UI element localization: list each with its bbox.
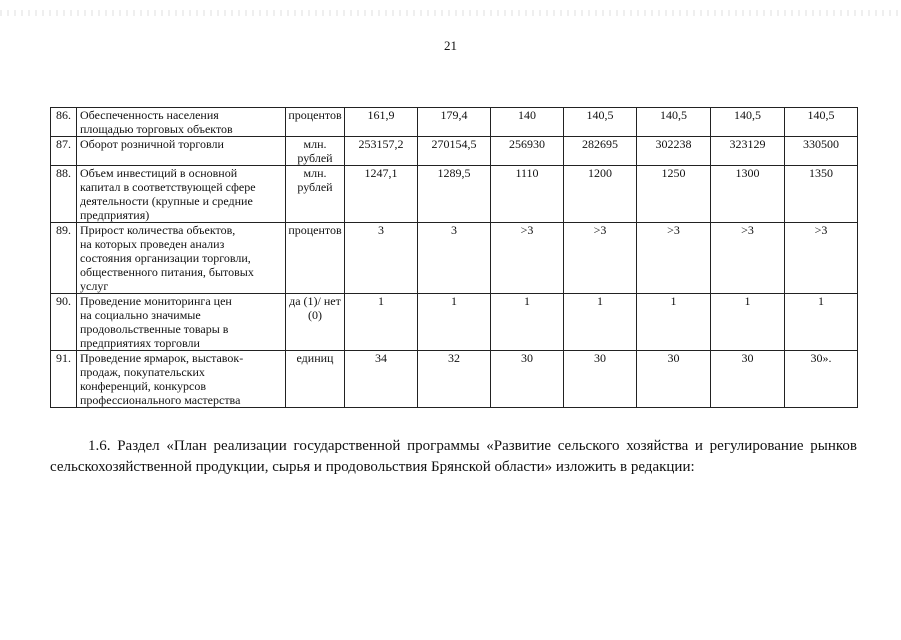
unit-of-measure: да (1)/ нет (0) bbox=[286, 294, 345, 351]
value-cell: 256930 bbox=[491, 137, 564, 166]
indicator-name-line: профессионального мастерства bbox=[80, 393, 241, 407]
unit-of-measure: единиц bbox=[286, 351, 345, 408]
indicator-name-line: предприятия) bbox=[80, 208, 150, 222]
unit-of-measure: млн. рублей bbox=[286, 137, 345, 166]
row-number: 86. bbox=[51, 108, 77, 137]
value-cell: 1 bbox=[345, 294, 418, 351]
value-cell: 140,5 bbox=[711, 108, 785, 137]
value-cell: 1 bbox=[785, 294, 858, 351]
row-number: 90. bbox=[51, 294, 77, 351]
indicator-name-line: конференций, конкурсов bbox=[80, 379, 207, 393]
value-cell: 140,5 bbox=[785, 108, 858, 137]
value-cell: >3 bbox=[711, 223, 785, 294]
indicator-name bbox=[77, 294, 286, 351]
indicator-name-line: общественного питания, бытовых bbox=[80, 265, 254, 279]
value-cell: 1289,5 bbox=[418, 166, 491, 223]
value-cell: 1 bbox=[418, 294, 491, 351]
indicator-name-line: услуг bbox=[80, 279, 109, 293]
table-row bbox=[51, 166, 858, 223]
section-paragraph: 1.6. Раздел «План реализации государственной программы «Развитие сельского хозяйства и регулирование рынков сельскохозяйственной продукции, сырья и продовольствия Брянской области» изложить в редакции: bbox=[50, 438, 857, 475]
value-cell: 1247,1 bbox=[345, 166, 418, 223]
value-cell: 253157,2 bbox=[345, 137, 418, 166]
table-row bbox=[51, 223, 858, 294]
unit-of-measure: процентов bbox=[286, 108, 345, 137]
value-cell: 1350 bbox=[785, 166, 858, 223]
indicator-name-line: состояния организации торговли, bbox=[80, 251, 251, 265]
indicator-name-line: Проведение мониторинга цен bbox=[80, 294, 232, 308]
indicator-name bbox=[77, 137, 286, 166]
value-cell: 3 bbox=[418, 223, 491, 294]
value-cell: 1200 bbox=[564, 166, 637, 223]
value-cell: 1 bbox=[637, 294, 711, 351]
indicator-name bbox=[77, 351, 286, 408]
value-cell: 30 bbox=[637, 351, 711, 408]
value-cell: 3 bbox=[345, 223, 418, 294]
indicator-name bbox=[77, 108, 286, 137]
row-number: 88. bbox=[51, 166, 77, 223]
indicator-name-line: на социально значимые bbox=[80, 308, 201, 322]
unit-of-measure: млн. рублей bbox=[286, 166, 345, 223]
value-cell: 140 bbox=[491, 108, 564, 137]
indicator-name-line: предприятиях торговли bbox=[80, 336, 200, 350]
value-cell: 140,5 bbox=[564, 108, 637, 137]
value-cell: 30 bbox=[564, 351, 637, 408]
table-row bbox=[51, 351, 858, 408]
value-cell: 1 bbox=[711, 294, 785, 351]
value-cell: >3 bbox=[491, 223, 564, 294]
indicator-name-line: Объем инвестиций в основной bbox=[80, 166, 238, 180]
value-cell: 179,4 bbox=[418, 108, 491, 137]
indicator-name-line: на которых проведен анализ bbox=[80, 237, 225, 251]
value-cell: 330500 bbox=[785, 137, 858, 166]
scan-noise-strip bbox=[0, 10, 901, 16]
indicator-name-line: капитал в соответствующей сфере bbox=[80, 180, 256, 194]
value-cell: 302238 bbox=[637, 137, 711, 166]
row-number: 89. bbox=[51, 223, 77, 294]
value-cell: 161,9 bbox=[345, 108, 418, 137]
value-cell: 1110 bbox=[491, 166, 564, 223]
value-cell: >3 bbox=[564, 223, 637, 294]
indicator-name-line: Обеспеченность населения bbox=[80, 108, 219, 122]
row-number: 87. bbox=[51, 137, 77, 166]
unit-of-measure: процентов bbox=[286, 223, 345, 294]
value-cell: 30 bbox=[491, 351, 564, 408]
value-cell: 140,5 bbox=[637, 108, 711, 137]
value-cell: 1250 bbox=[637, 166, 711, 223]
value-cell: >3 bbox=[785, 223, 858, 294]
indicator-name-line: продовольственные товары в bbox=[80, 322, 229, 336]
table-row bbox=[51, 108, 858, 137]
value-cell: 270154,5 bbox=[418, 137, 491, 166]
value-cell: >3 bbox=[637, 223, 711, 294]
indicator-name-line: Прирост количества объектов, bbox=[80, 223, 236, 237]
value-cell: 1 bbox=[564, 294, 637, 351]
value-cell: 282695 bbox=[564, 137, 637, 166]
value-cell: 1 bbox=[491, 294, 564, 351]
indicator-name bbox=[77, 223, 286, 294]
value-cell: 30». bbox=[785, 351, 858, 408]
indicator-name-line: продаж, покупательских bbox=[80, 365, 205, 379]
value-cell: 34 bbox=[345, 351, 418, 408]
indicator-name-line: деятельности (крупные и средние bbox=[80, 194, 253, 208]
table-row bbox=[51, 137, 858, 166]
indicator-name-line: Оборот розничной торговли bbox=[80, 137, 224, 151]
row-number: 91. bbox=[51, 351, 77, 408]
value-cell: 323129 bbox=[711, 137, 785, 166]
indicator-name-line: площадью торговых объектов bbox=[80, 122, 233, 136]
value-cell: 30 bbox=[711, 351, 785, 408]
indicator-name-line: Проведение ярмарок, выставок- bbox=[80, 351, 244, 365]
value-cell: 1300 bbox=[711, 166, 785, 223]
indicators-table bbox=[50, 107, 858, 408]
indicator-name bbox=[77, 166, 286, 223]
page-number: 21 bbox=[444, 38, 457, 53]
table-row bbox=[51, 294, 858, 351]
table-body bbox=[51, 108, 858, 408]
value-cell: 32 bbox=[418, 351, 491, 408]
